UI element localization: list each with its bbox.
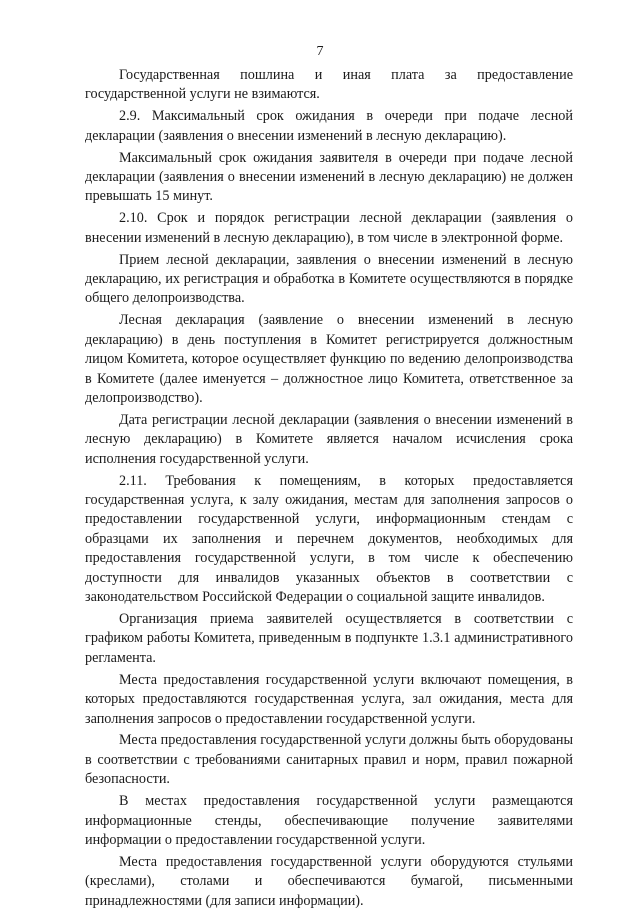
paragraph-2-11-schedule: Организация приема заявителей осуществляется в соответствии с графиком работы Комитета, приведенным в подпункте 1.3.1 административного регламента. xyxy=(85,610,573,666)
paragraph-2-10-registration: Лесная декларация (заявление о внесении изменений в лесную декларацию) в день поступления в Комитет регистрируется должностным лицом Комитета, которое осуществляет функцию по ведению делопроизводства в Комитете (далее именуется – должностное лицо Комитета, ответственное за делопроизводство). xyxy=(85,312,573,406)
paragraph-2-10-reception: Прием лесной декларации, заявления о внесении изменений в лесную декларацию, их регистрация и обработка в Комитете осуществляются в порядке общего делопроизводства. xyxy=(85,251,573,307)
paragraph-2-11-furniture: Места предоставления государственной услуги оборудуются стульями (креслами), столами и обеспечиваются бумагой, письменными принадлежностями (для записи информации). xyxy=(85,853,573,909)
paragraph-2-11-info-stands: В местах предоставления государственной услуги размещаются информационные стенды, обеспечивающие получение заявителями информации о предоставлении государственной услуги. xyxy=(85,793,573,848)
paragraph-2-10-registration-date: Дата регистрации лесной декларации (заявления о внесении изменений в лесную декларацию) в Комитете является началом исчисления срока исполнения государственной услуги. xyxy=(85,411,573,467)
paragraph-fee: Государственная пошлина и иная плата за предоставление государственной услуги не взимаются. xyxy=(85,67,573,103)
page-number: 7 xyxy=(316,44,324,59)
document-body xyxy=(85,66,573,914)
paragraph-2-9-heading: 2.9. Максимальный срок ожидания в очереди при подаче лесной декларации (заявления о внесении изменений в лесную декларацию). xyxy=(85,108,573,144)
paragraph-2-10-heading: 2.10. Срок и порядок регистрации лесной декларации (заявления о внесении изменений в лесную декларацию), в том числе в электронной форме. xyxy=(85,210,573,246)
paragraph-2-11-premises: Места предоставления государственной услуги включают помещения, в которых предоставляются государственная услуга, зал ожидания, места для заполнения запросов о предоставлении государственной услуги. xyxy=(85,671,573,727)
paragraph-2-9-waiting-time: Максимальный срок ожидания заявителя в очереди при подаче лесной декларации (заявления о внесении изменений в лесную декларацию) не должен превышать 15 минут. xyxy=(85,149,573,205)
paragraph-2-11-sanitary: Места предоставления государственной услуги должны быть оборудованы в соответствии с требованиями санитарных правил и норм, правил пожарной безопасности. xyxy=(85,732,573,788)
paragraph-2-11-heading: 2.11. Требования к помещениям, в которых предоставляется государственная услуга, к залу ожидания, местам для заполнения запросов о предоставлении государственной услуги, информационным стендам с образцами их заполнения и перечнем документов, необходимых для предоставления государственной услуги, в том числе к обеспечению доступности для инвалидов указанных объектов в соответствии с законодательством Российской Федерации о социальной защите инвалидов. xyxy=(85,472,573,606)
